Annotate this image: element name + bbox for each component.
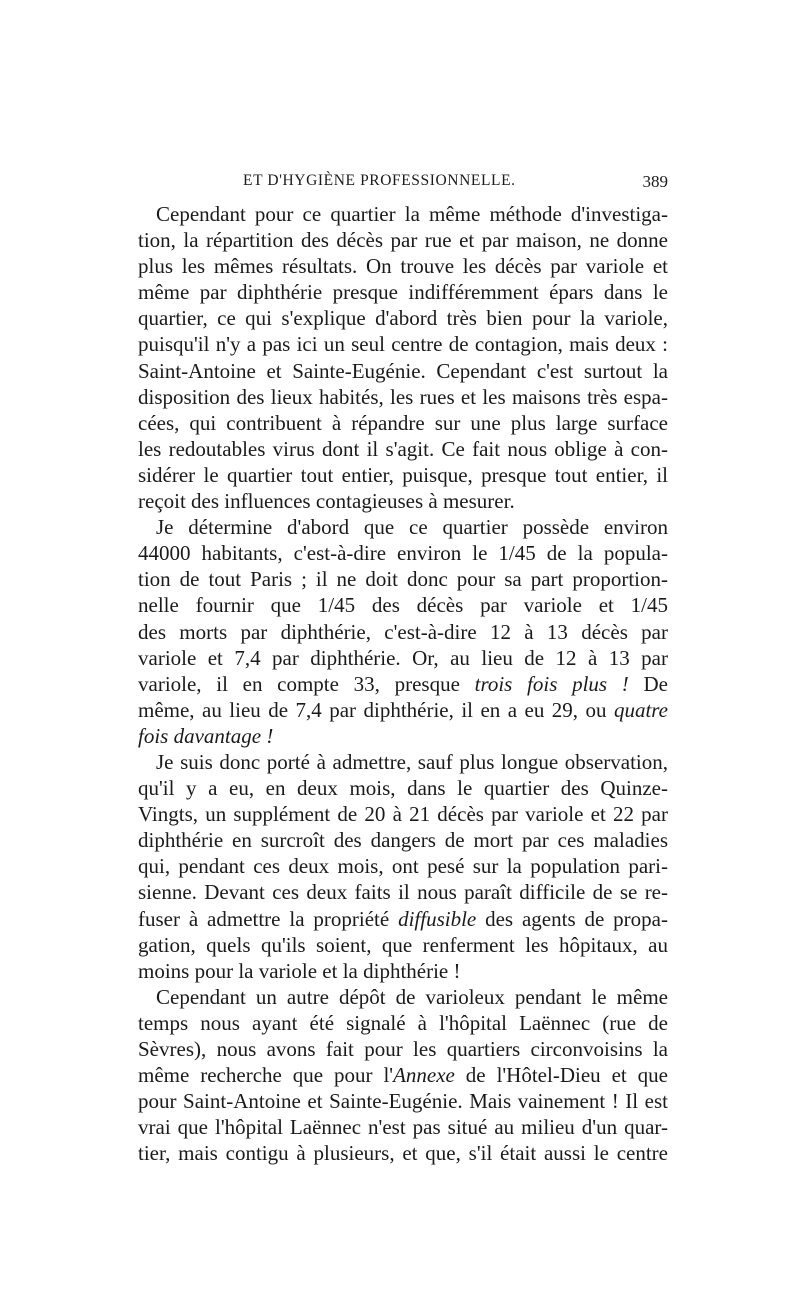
- text-line: [138, 932, 668, 958]
- running-title: ET D'HYGIÈNE PROFESSIONNELLE.: [243, 172, 516, 189]
- text-line: [138, 619, 668, 645]
- text-line: [138, 1114, 668, 1140]
- text-line: [138, 723, 668, 749]
- line-text: sidérer le quartier tout entier, puisque, presque tout entier, il: [138, 462, 668, 487]
- line-text: même, au lieu de 7,4 par diphthérie, il en a eu 29, ou: [138, 697, 614, 722]
- text-line: [138, 697, 668, 723]
- line-text: qu'il y a eu, en deux mois, dans le quartier des Quinze-: [138, 776, 668, 801]
- line-text: Saint-Antoine et Sainte-Eugénie. Cependant c'est surtout la: [138, 358, 668, 383]
- line-text-after: De: [628, 671, 668, 696]
- line-text: Sèvres), nous avons fait pour les quartiers circonvoisins la: [138, 1037, 668, 1061]
- line-text: nelle fournir que 1/45 des décès par variole et 1/45: [138, 593, 668, 618]
- line-text: pour Saint-Antoine et Sainte-Eugénie. Mais vainement ! Il est: [138, 1089, 668, 1114]
- text-line: [138, 671, 668, 697]
- line-text: puisqu'il n'y a pas ici un seul centre de contagion, mais deux :: [138, 332, 668, 357]
- line-text: moins pour la variole et la diphthérie !: [138, 958, 461, 983]
- text-line: [138, 358, 668, 384]
- text-line: [138, 879, 668, 905]
- text-line: [138, 227, 668, 253]
- text-line: [138, 1010, 668, 1036]
- line-text: 44000 habitants, c'est-à-dire environ le 1/45 de la popula-: [138, 541, 668, 566]
- text-line: [138, 488, 668, 514]
- text-line: [138, 540, 668, 566]
- text-line: [138, 462, 668, 488]
- line-text: variole, il en compte 33, presque: [138, 671, 475, 696]
- text-line: [138, 827, 668, 853]
- text-line: [138, 1036, 668, 1062]
- text-line: [138, 958, 668, 984]
- page-number: 389: [642, 172, 668, 191]
- line-text: Je détermine d'abord que ce quartier possède environ: [156, 515, 668, 540]
- running-head: [138, 172, 668, 194]
- text-line: [138, 566, 668, 592]
- text-line: [138, 305, 668, 331]
- line-italic-text: trois fois plus !: [474, 671, 629, 696]
- line-italic-text: quatre: [613, 697, 668, 722]
- line-text: même recherche que pour l': [138, 1063, 394, 1088]
- line-text: fuser à admettre la propriété: [138, 906, 399, 931]
- text-line: [138, 906, 668, 932]
- line-text: plus les mêmes résultats. On trouve les décès par variole et: [138, 254, 668, 279]
- line-text: Vingts, un supplément de 20 à 21 décès par variole et 22 par: [138, 802, 668, 827]
- text-line: [138, 436, 668, 462]
- text-line: [138, 853, 668, 879]
- line-text: tion, la répartition des décès par rue et par maison, ne donne: [138, 228, 668, 253]
- line-text: tier, mais contigu à plusieurs, et que, s'il était aussi le centre: [138, 1141, 668, 1166]
- line-text: vrai que l'hôpital Laënnec n'est pas situé au milieu d'un quar-: [138, 1115, 668, 1140]
- line-text: variole et 7,4 par diphthérie. Or, au lieu de 12 à 13 par: [138, 645, 668, 670]
- line-italic-text: diffusible: [398, 906, 477, 931]
- line-text: qui, pendant ces deux mois, ont pesé sur la population pari-: [138, 854, 668, 879]
- line-text: quartier, ce qui s'explique d'abord très bien pour la variole,: [138, 306, 668, 331]
- text-line: [138, 201, 668, 227]
- text-line: [138, 984, 668, 1010]
- text-line: [138, 1088, 668, 1114]
- text-line: [138, 592, 668, 618]
- line-text: cées, qui contribuent à répandre sur une plus large surface: [138, 410, 668, 435]
- line-text-after: des agents de propa-: [476, 906, 668, 931]
- text-line: [138, 801, 668, 827]
- text-line: [138, 384, 668, 410]
- line-text: diphthérie en surcroît des dangers de mort par ces maladies: [138, 828, 668, 853]
- text-line: [138, 331, 668, 357]
- line-italic-text: fois davantage !: [138, 723, 274, 748]
- text-line: [138, 749, 668, 775]
- line-text: sienne. Devant ces deux faits il nous paraît difficile de se re-: [138, 880, 668, 905]
- text-line: [138, 1062, 668, 1088]
- line-text: des morts par diphthérie, c'est-à-dire 12 à 13 décès par: [138, 619, 668, 644]
- line-italic-text: Annexe: [393, 1063, 455, 1088]
- line-text: temps nous ayant été signalé à l'hôpital Laënnec (rue de: [138, 1010, 668, 1035]
- body-text: [138, 201, 668, 1166]
- text-line: [138, 1140, 668, 1166]
- line-text: Cependant un autre dépôt de varioleux pendant le même: [156, 984, 668, 1009]
- text-line: [138, 514, 668, 540]
- line-text-after: de l'Hôtel-Dieu et que: [454, 1063, 668, 1088]
- text-line: [138, 775, 668, 801]
- text-line: [138, 410, 668, 436]
- text-line: [138, 253, 668, 279]
- text-line: [138, 645, 668, 671]
- line-text: tion de tout Paris ; il ne doit donc pour sa part proportion-: [138, 567, 668, 592]
- line-text: même par diphthérie presque indifféremment épars dans le: [138, 280, 668, 305]
- line-text: Cependant pour ce quartier la même méthode d'investiga-: [156, 202, 668, 226]
- line-text: reçoit des influences contagieuses à mesurer.: [138, 489, 515, 514]
- line-text: Je suis donc porté à admettre, sauf plus longue observation,: [156, 749, 668, 774]
- text-line: [138, 279, 668, 305]
- line-text: les redoutables virus dont il s'agit. Ce fait nous oblige à con-: [138, 436, 668, 461]
- line-text: disposition des lieux habités, les rues et les maisons très espa-: [138, 384, 668, 409]
- line-text: gation, quels qu'ils soient, que renferment les hôpitaux, au: [138, 932, 668, 957]
